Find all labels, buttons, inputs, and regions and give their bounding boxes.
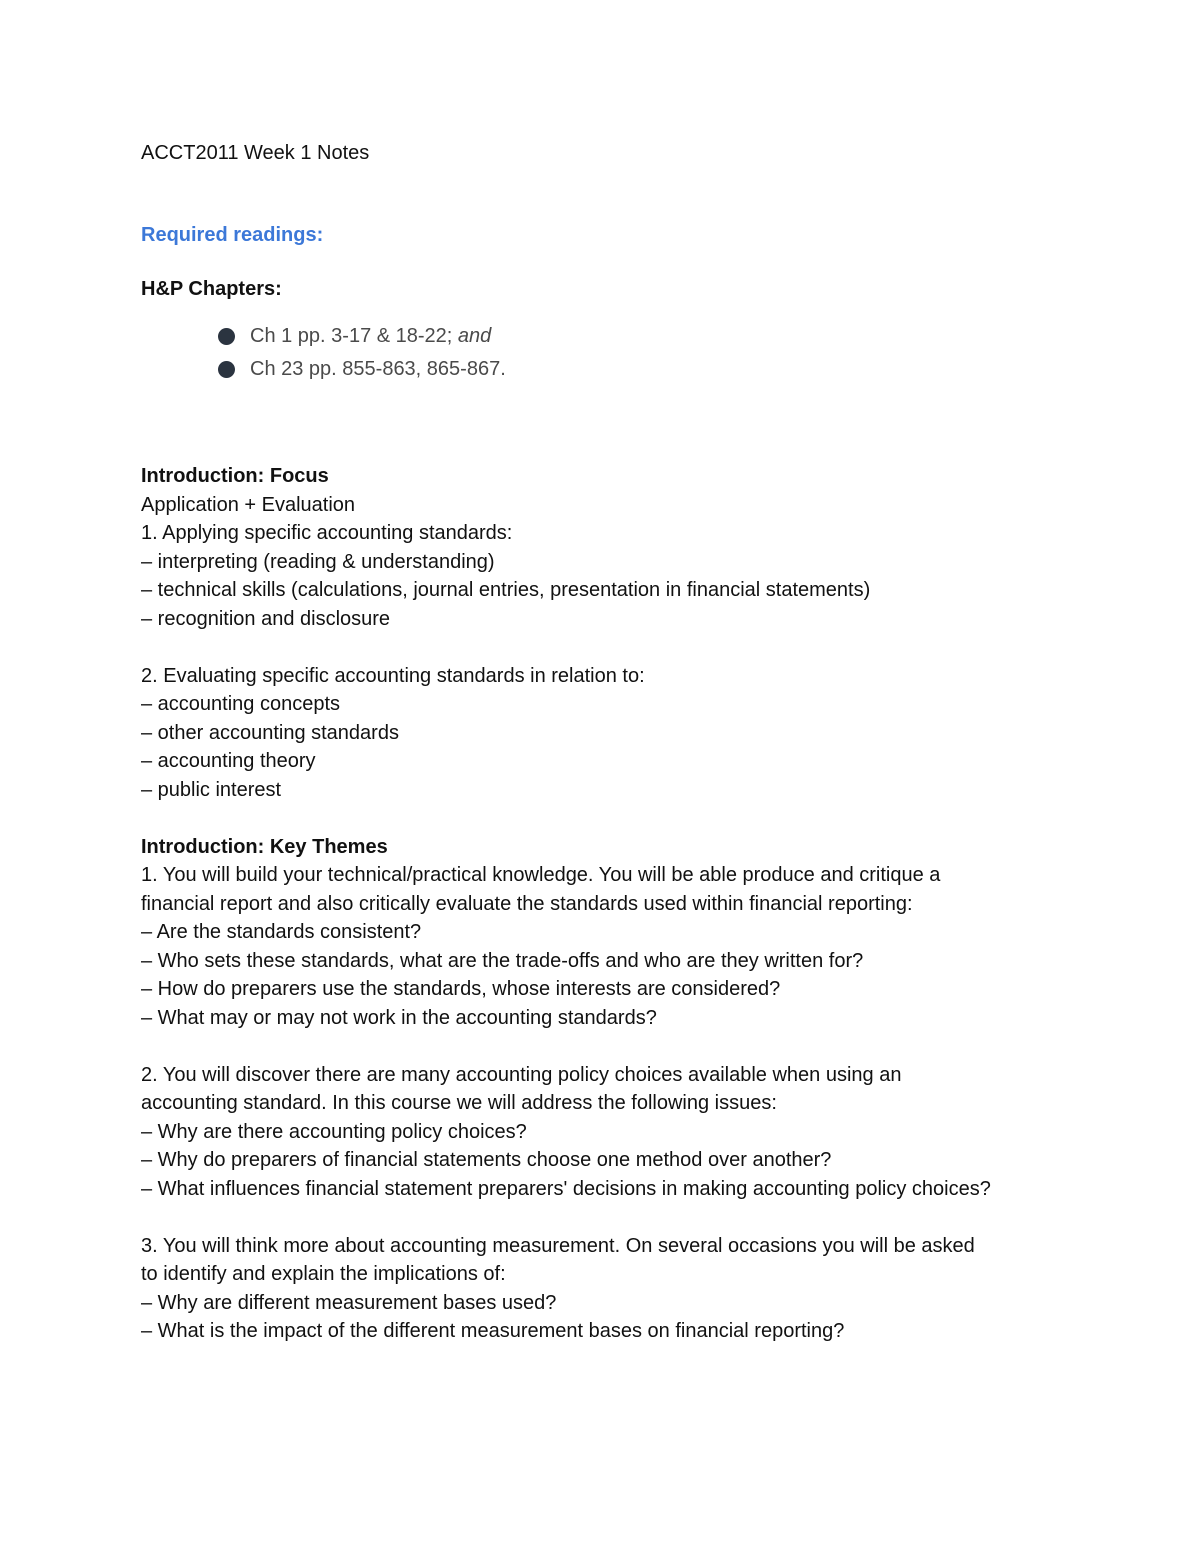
focus-part2-title: 2. Evaluating specific accounting standards in relation to:: [141, 664, 645, 687]
list-item: [218, 353, 1081, 386]
list-item: – technical skills (calculations, journal entries, presentation in financial statements): [141, 579, 871, 601]
list-item: – interpreting (reading & understanding): [141, 550, 495, 573]
document-title: ACCT2011 Week 1 Notes: [141, 142, 370, 164]
list-item: – accounting concepts: [141, 693, 341, 715]
focus-part1-title: 1. Applying specific accounting standards:: [141, 522, 513, 544]
list-item: – Who sets these standards, what are the trade-offs and who are they written for?: [141, 949, 864, 972]
hp-chapters-heading: H&P Chapters:: [141, 278, 282, 300]
spacer: [141, 1032, 1081, 1061]
theme1-text: 1. You will build your technical/practical knowledge. You will be able produce and critique a: [141, 864, 941, 886]
reading-text: Ch 1 pp. 3-17 & 18-22;: [250, 325, 458, 347]
spacer: [141, 1203, 1081, 1232]
list-item: – How do preparers use the standards, whose interests are considered?: [141, 978, 781, 1000]
list-item: – What influences financial statement preparers' decisions in making accounting policy choices?: [141, 1177, 991, 1200]
list-item: – other accounting standards: [141, 721, 399, 744]
list-item: – Are the standards consistent?: [141, 921, 422, 943]
theme3-text: to identify and explain the implications of:: [141, 1263, 506, 1285]
list-item: [218, 320, 1081, 353]
theme1-text: financial report and also critically evaluate the standards used within financial reporting:: [141, 892, 913, 915]
focus-subtitle: Application + Evaluation: [141, 493, 356, 516]
list-item: – Why do preparers of financial statements choose one method over another?: [141, 1149, 832, 1171]
readings-list: [141, 320, 1081, 386]
theme3-text: 3. You will think more about accounting measurement. On several occasions you will be asked: [141, 1234, 975, 1257]
list-item: – Why are there accounting policy choices?: [141, 1120, 527, 1143]
list-item: – accounting theory: [141, 750, 316, 772]
themes-heading: Introduction: Key Themes: [141, 835, 388, 858]
focus-heading: Introduction: Focus: [141, 465, 329, 487]
bullet-icon: [218, 361, 235, 378]
themes-section: [141, 833, 1081, 1346]
focus-section: [141, 462, 1081, 804]
list-item: – recognition and disclosure: [141, 607, 391, 630]
reading-italic-text: and: [457, 325, 492, 347]
list-item: – What is the impact of the different measurement bases on financial reporting?: [141, 1320, 845, 1342]
theme2-text: accounting standard. In this course we will address the following issues:: [141, 1092, 777, 1114]
required-readings-heading: Required readings:: [141, 224, 324, 246]
reading-text: Ch 23 pp. 855-863, 865-867.: [250, 358, 506, 380]
list-item: – Why are different measurement bases used?: [141, 1291, 557, 1314]
document-page: [141, 138, 1081, 1346]
theme2-text: 2. You will discover there are many accounting policy choices available when using an: [141, 1063, 902, 1086]
list-item: – What may or may not work in the accounting standards?: [141, 1006, 657, 1029]
spacer: [141, 633, 1081, 662]
list-item: – public interest: [141, 778, 282, 801]
bullet-icon: [218, 328, 235, 345]
